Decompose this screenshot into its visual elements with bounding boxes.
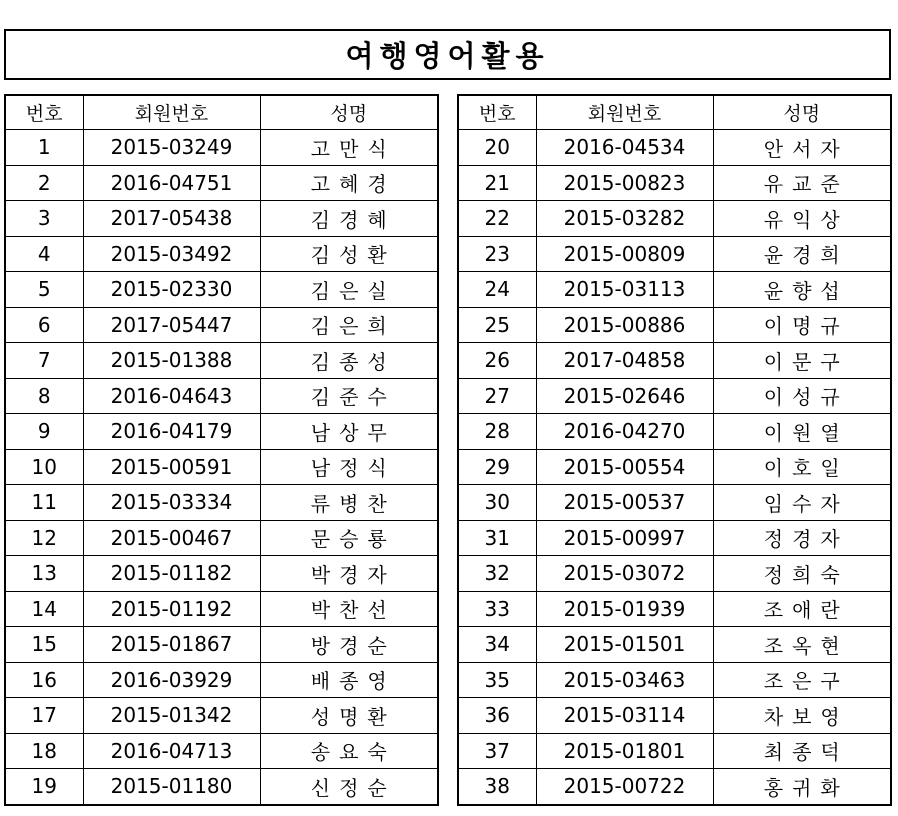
cell-name: 차보영 [713, 698, 891, 734]
table-row [5, 485, 438, 521]
table-row [5, 769, 438, 805]
member-table-left [4, 94, 439, 806]
cell-member-id: 2015-02330 [83, 272, 260, 308]
cell-member-id: 2015-00591 [83, 449, 260, 485]
cell-name: 이호일 [713, 449, 891, 485]
cell-name: 조애란 [713, 591, 891, 627]
header-name: 성명 [713, 95, 891, 130]
cell-no: 15 [5, 627, 83, 663]
cell-name: 김경혜 [260, 201, 438, 237]
header-row [458, 95, 891, 130]
member-table-right [457, 94, 892, 806]
cell-no: 12 [5, 520, 83, 556]
cell-name: 김은실 [260, 272, 438, 308]
cell-member-id: 2016-04751 [83, 165, 260, 201]
table-row [458, 556, 891, 592]
table-row [5, 591, 438, 627]
cell-no: 27 [458, 378, 536, 414]
table-row [5, 236, 438, 272]
cell-no: 5 [5, 272, 83, 308]
cell-no: 33 [458, 591, 536, 627]
cell-name: 남정식 [260, 449, 438, 485]
cell-no: 9 [5, 414, 83, 450]
header-member-id: 회원번호 [536, 95, 713, 130]
cell-no: 36 [458, 698, 536, 734]
cell-member-id: 2017-05447 [83, 307, 260, 343]
page-title: 여행영어활용 [345, 39, 550, 73]
cell-member-id: 2015-00537 [536, 485, 713, 521]
cell-no: 30 [458, 485, 536, 521]
cell-name: 신정순 [260, 769, 438, 805]
cell-member-id: 2017-05438 [83, 201, 260, 237]
table-row [5, 414, 438, 450]
title-box [4, 29, 891, 80]
table-row [458, 378, 891, 414]
table-row [458, 307, 891, 343]
cell-member-id: 2016-04713 [83, 733, 260, 769]
table-row [5, 733, 438, 769]
cell-no: 19 [5, 769, 83, 805]
cell-name: 이문구 [713, 343, 891, 379]
cell-name: 송요숙 [260, 733, 438, 769]
table-row [458, 165, 891, 201]
cell-member-id: 2015-03249 [83, 130, 260, 166]
table-row [458, 627, 891, 663]
cell-no: 10 [5, 449, 83, 485]
cell-no: 16 [5, 662, 83, 698]
cell-name: 조옥현 [713, 627, 891, 663]
cell-member-id: 2015-01180 [83, 769, 260, 805]
table-row [458, 520, 891, 556]
table-row [5, 307, 438, 343]
cell-no: 38 [458, 769, 536, 805]
cell-name: 임수자 [713, 485, 891, 521]
table-row [458, 449, 891, 485]
cell-name: 배종영 [260, 662, 438, 698]
cell-no: 35 [458, 662, 536, 698]
cell-name: 김종성 [260, 343, 438, 379]
cell-no: 17 [5, 698, 83, 734]
cell-name: 고혜경 [260, 165, 438, 201]
cell-no: 31 [458, 520, 536, 556]
cell-member-id: 2015-03492 [83, 236, 260, 272]
cell-member-id: 2015-00722 [536, 769, 713, 805]
cell-name: 박경자 [260, 556, 438, 592]
header-no: 번호 [458, 95, 536, 130]
table-row [5, 627, 438, 663]
table-row [5, 378, 438, 414]
cell-member-id: 2015-00997 [536, 520, 713, 556]
cell-member-id: 2016-03929 [83, 662, 260, 698]
header-member-id: 회원번호 [83, 95, 260, 130]
table-row [458, 130, 891, 166]
cell-member-id: 2015-03072 [536, 556, 713, 592]
cell-no: 1 [5, 130, 83, 166]
cell-name: 홍귀화 [713, 769, 891, 805]
cell-no: 34 [458, 627, 536, 663]
header-row [5, 95, 438, 130]
cell-name: 박찬선 [260, 591, 438, 627]
table-row [458, 733, 891, 769]
table-body-right [458, 130, 891, 805]
cell-member-id: 2015-03114 [536, 698, 713, 734]
cell-no: 13 [5, 556, 83, 592]
cell-name: 이성규 [713, 378, 891, 414]
table-row [5, 698, 438, 734]
table-row [458, 343, 891, 379]
cell-name: 유교준 [713, 165, 891, 201]
cell-member-id: 2015-01388 [83, 343, 260, 379]
cell-member-id: 2015-00554 [536, 449, 713, 485]
cell-name: 문승룡 [260, 520, 438, 556]
table-row [458, 485, 891, 521]
cell-member-id: 2015-02646 [536, 378, 713, 414]
table-row [458, 698, 891, 734]
cell-member-id: 2017-04858 [536, 343, 713, 379]
cell-no: 6 [5, 307, 83, 343]
cell-no: 18 [5, 733, 83, 769]
cell-name: 유익상 [713, 201, 891, 237]
cell-no: 37 [458, 733, 536, 769]
cell-no: 26 [458, 343, 536, 379]
cell-no: 20 [458, 130, 536, 166]
cell-no: 32 [458, 556, 536, 592]
cell-no: 8 [5, 378, 83, 414]
cell-name: 조은구 [713, 662, 891, 698]
cell-no: 22 [458, 201, 536, 237]
cell-name: 이명규 [713, 307, 891, 343]
cell-member-id: 2015-00823 [536, 165, 713, 201]
table-row [5, 520, 438, 556]
table-row [5, 343, 438, 379]
cell-name: 방경순 [260, 627, 438, 663]
table-row [458, 272, 891, 308]
cell-no: 21 [458, 165, 536, 201]
cell-member-id: 2016-04179 [83, 414, 260, 450]
cell-name: 정경자 [713, 520, 891, 556]
cell-no: 14 [5, 591, 83, 627]
cell-name: 정희숙 [713, 556, 891, 592]
cell-member-id: 2015-00809 [536, 236, 713, 272]
cell-no: 4 [5, 236, 83, 272]
cell-member-id: 2015-01182 [83, 556, 260, 592]
cell-name: 최종덕 [713, 733, 891, 769]
cell-name: 김준수 [260, 378, 438, 414]
header-no: 번호 [5, 95, 83, 130]
cell-name: 고만식 [260, 130, 438, 166]
table-row [5, 449, 438, 485]
cell-member-id: 2015-01939 [536, 591, 713, 627]
header-name: 성명 [260, 95, 438, 130]
cell-member-id: 2015-03282 [536, 201, 713, 237]
cell-no: 24 [458, 272, 536, 308]
cell-no: 29 [458, 449, 536, 485]
cell-name: 윤향섭 [713, 272, 891, 308]
cell-name: 윤경희 [713, 236, 891, 272]
table-body-left [5, 130, 438, 805]
table-row [5, 556, 438, 592]
cell-member-id: 2015-00886 [536, 307, 713, 343]
table-row [5, 272, 438, 308]
table-row [458, 591, 891, 627]
cell-no: 3 [5, 201, 83, 237]
cell-member-id: 2015-03113 [536, 272, 713, 308]
cell-member-id: 2015-01342 [83, 698, 260, 734]
table-row [5, 201, 438, 237]
table-row [458, 236, 891, 272]
table-row [5, 662, 438, 698]
table-row [458, 769, 891, 805]
table-row [458, 414, 891, 450]
cell-no: 28 [458, 414, 536, 450]
cell-name: 안서자 [713, 130, 891, 166]
cell-no: 7 [5, 343, 83, 379]
cell-member-id: 2015-01192 [83, 591, 260, 627]
cell-no: 2 [5, 165, 83, 201]
cell-member-id: 2015-00467 [83, 520, 260, 556]
cell-no: 25 [458, 307, 536, 343]
cell-member-id: 2015-01501 [536, 627, 713, 663]
table-row [5, 165, 438, 201]
cell-name: 김은희 [260, 307, 438, 343]
cell-member-id: 2016-04534 [536, 130, 713, 166]
cell-member-id: 2015-01867 [83, 627, 260, 663]
cell-name: 성명환 [260, 698, 438, 734]
cell-name: 김성환 [260, 236, 438, 272]
table-row [458, 201, 891, 237]
table-row [5, 130, 438, 166]
cell-no: 11 [5, 485, 83, 521]
cell-member-id: 2016-04643 [83, 378, 260, 414]
table-row [458, 662, 891, 698]
cell-name: 류병찬 [260, 485, 438, 521]
cell-name: 남상무 [260, 414, 438, 450]
cell-member-id: 2015-03334 [83, 485, 260, 521]
cell-name: 이원열 [713, 414, 891, 450]
cell-member-id: 2016-04270 [536, 414, 713, 450]
cell-member-id: 2015-01801 [536, 733, 713, 769]
cell-member-id: 2015-03463 [536, 662, 713, 698]
cell-no: 23 [458, 236, 536, 272]
